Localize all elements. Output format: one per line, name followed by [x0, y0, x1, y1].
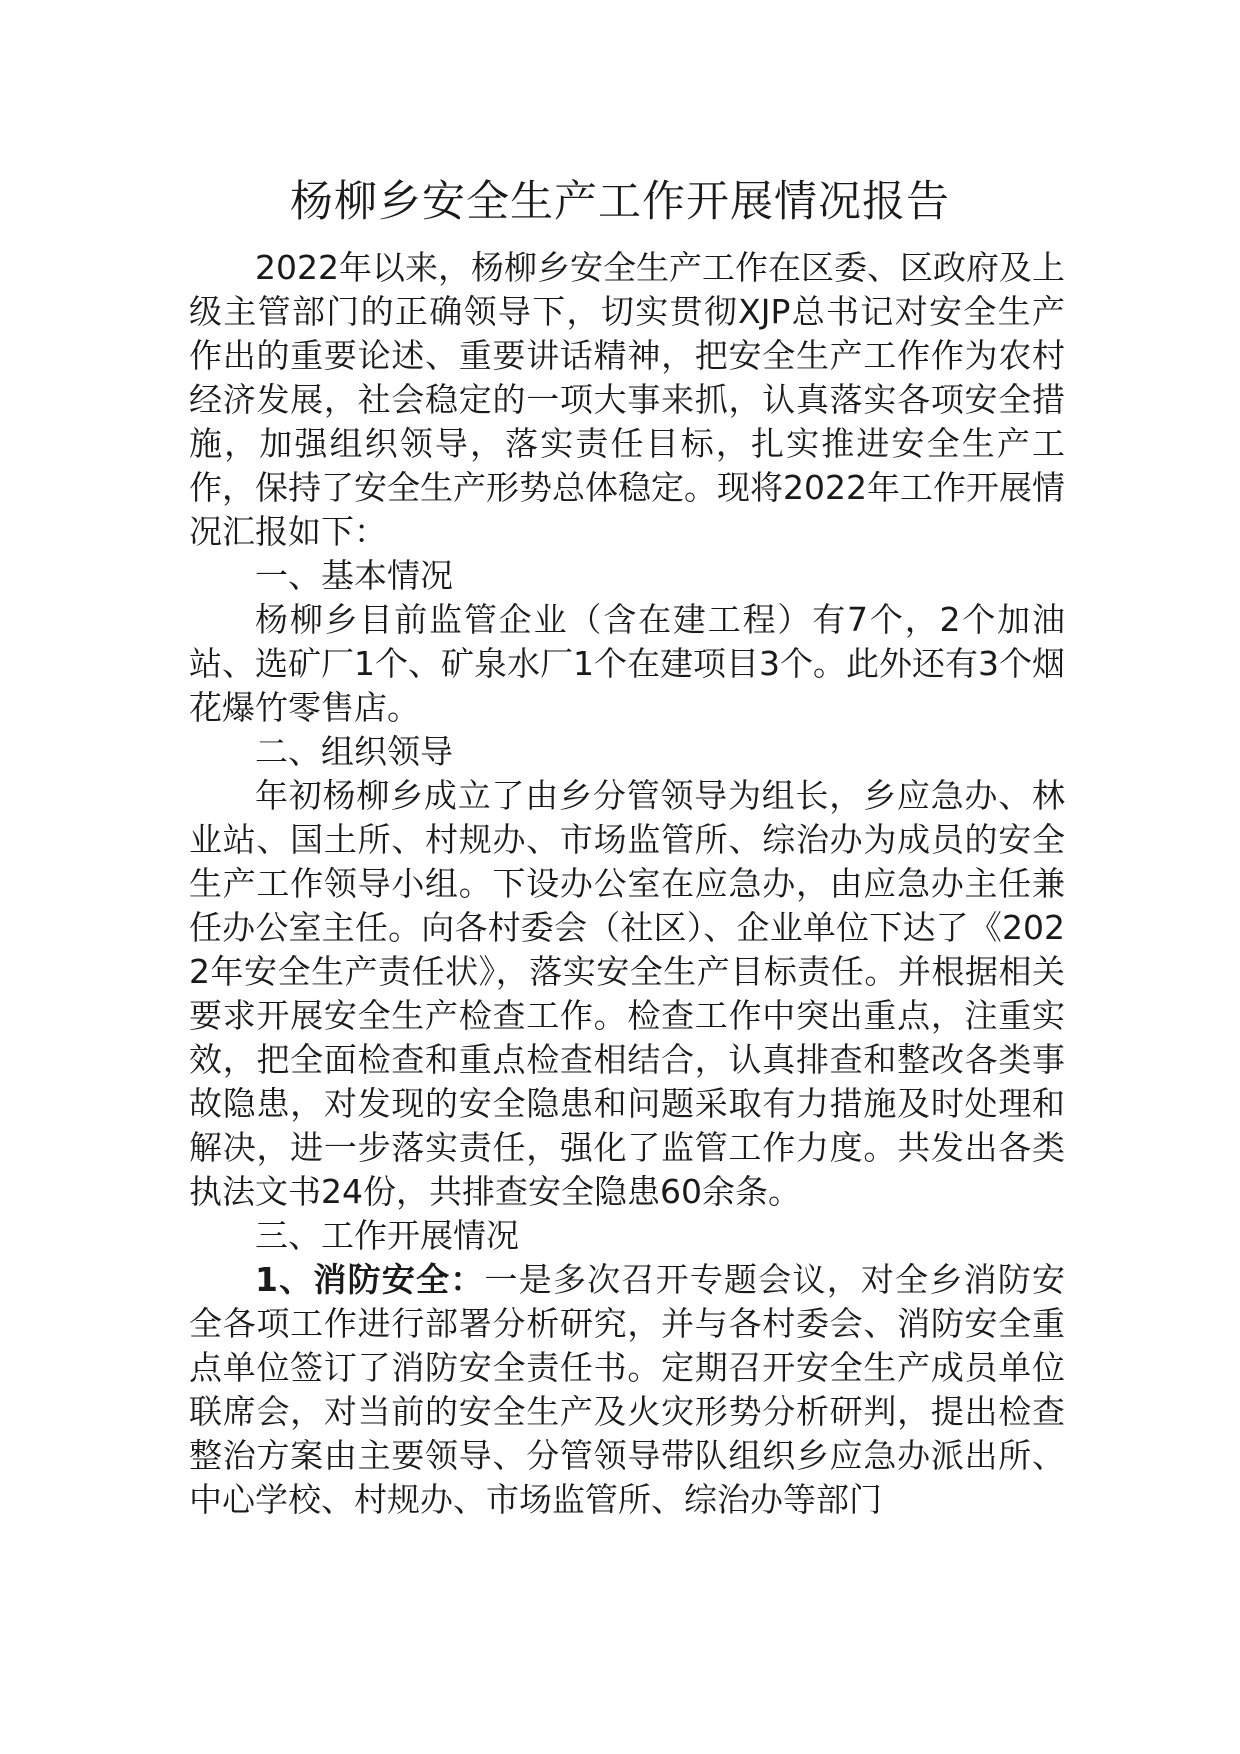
intro-paragraph: 2022年以来，杨柳乡安全生产工作在区委、区政府及上级主管部门的正确领导下，切实贯彻XJP总书记对安全生产作出的重要论述、重要讲话精神，把安全生产工作作为农村经济发展，社会稳定的一项大事来抓，认真落实各项安全措施，加强组织领导，落实责任目标，扎实推进安全生产工作，保持了安全生产形势总体稳定。现将2022年工作开展情况汇报如下：: [189, 248, 1065, 551]
fire-safety-paragraph: [189, 1258, 1065, 1522]
section-heading-work-progress: 三、工作开展情况: [255, 1216, 519, 1255]
section-heading-organization: 二、组织领导: [255, 732, 453, 771]
section-heading-basic-situation: 一、基本情况: [255, 556, 453, 595]
basic-situation-paragraph: 杨柳乡目前监管企业（含在建工程）有7个，2个加油站、选矿厂1个、矿泉水厂1个在建项目3个。此外还有3个烟花爆竹零售店。: [189, 600, 1065, 727]
fire-safety-label: 1、消防安全：: [255, 1260, 485, 1299]
document-body: [189, 246, 1065, 1522]
document-title: 杨柳乡安全生产工作开展情况报告: [290, 177, 950, 227]
organization-paragraph: 年初杨柳乡成立了由乡分管领导为组长，乡应急办、林业站、国土所、村规办、市场监管所、综治办为成员的安全生产工作领导小组。下设办公室在应急办，由应急办主任兼任办公室主任。向各村委会（社区）、企业单位下达了《2022年安全生产责任状》，落实安全生产目标责任。并根据相关要求开展安全生产检查工作。检查工作中突出重点，注重实效，把全面检查和重点检查相结合，认真排查和整改各类事故隐患，对发现的安全隐患和问题采取有力措施及时处理和解决，进一步落实责任，强化了监管工作力度。共发出各类执法文书24份，共排查安全隐患60余条。: [189, 776, 1065, 1211]
fire-safety-text: 一是多次召开专题会议，对全乡消防安全各项工作进行部署分析研究，并与各村委会、消防安全重点单位签订了消防安全责任书。定期召开安全生产成员单位联席会，对当前的安全生产及火灾形势分析研判，提出检查整治方案由主要领导、分管领导带队组织乡应急办派出所、中心学校、村规办、市场监管所、综治办等部门: [189, 1260, 1065, 1519]
